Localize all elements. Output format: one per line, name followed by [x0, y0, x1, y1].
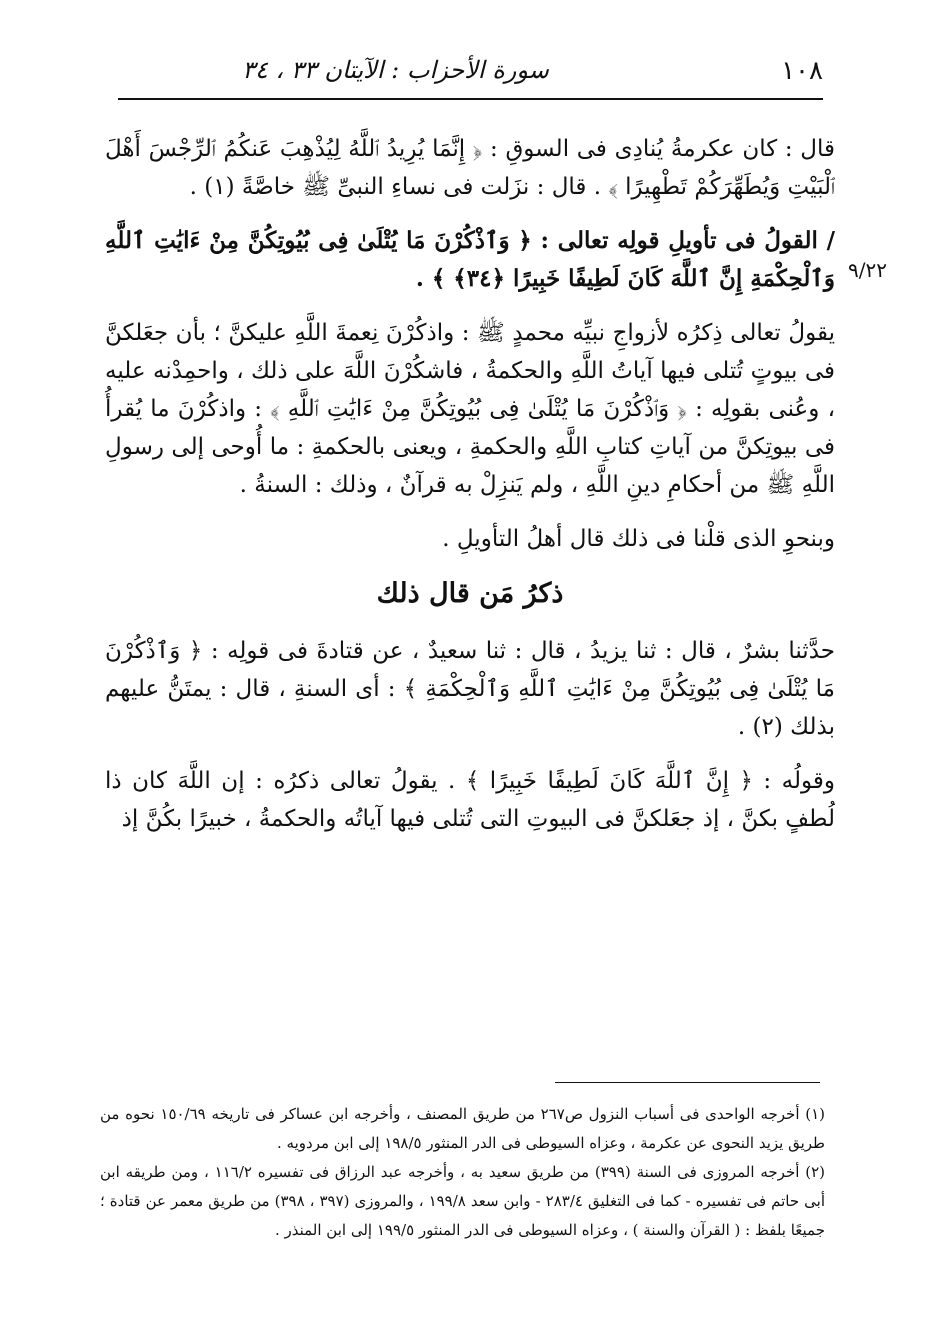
footnote-rule	[555, 1082, 820, 1083]
paragraph: / القولُ فى تأويلِ قولِه تعالى : ﴿ وَٱذْكُرْنَ مَا يُتْلَىٰ فِى بُيُوتِكُنَّ مِنْ ءَايَٰتِ ٱللَّهِ وَٱلْحِكْمَةِ إِنَّ ٱللَّهَ كَانَ لَطِيفًا خَبِيرًا ﴿٣٤﴾ ﴾ .	[105, 227, 835, 292]
footnotes	[100, 1100, 825, 1245]
section-heading: ذكرُ مَن قال ذلك	[376, 578, 564, 609]
page-header	[118, 52, 823, 94]
footnote: (١) أخرجه الواحدى فى أسباب النزول ص٢٦٧ من طريق المصنف ، وأخرجه ابن عساكر فى تاريخه ١٥٠/٦٩ نحوه من طريق يزيد النحوى عن عكرمة ، وعزاه السيوطى فى الدر المنثور ١٩٨/٥ إلى ابن مردويه .	[100, 1105, 825, 1152]
page-number: ١٠٨	[781, 56, 823, 86]
footnote: (٢) أخرجه المروزى فى السنة (٣٩٩) من طريق سعيد به ، وأخرجه عبد الرزاق فى تفسيره ١١٦/٢ ، ومن طريقه ابن أبى حاتم فى تفسيره - كما فى التغليق ٢٨٣/٤ - وابن سعد ١٩٩/٨ ، والمروزى (٣٩٧ ، ٣٩٨) من طريق معمر عن قتادة ؛ جميعًا بلفظ : ( القرآن والسنة ) ، وعزاه السيوطى فى الدر المنثور ١٩٩/٥ إلى ابن المنذر .	[100, 1163, 825, 1239]
paragraph: حدَّثنا بشرٌ ، قال : ثنا يزيدُ ، قال : ثنا سعيدٌ ، عن قتادةَ فى قولِه : ﴿ وَٱذْكُرْنَ مَا يُتْلَىٰ فِى بُيُوتِكُنَّ مِنْ ءَايَٰتِ ٱللَّهِ وَٱلْحِكْمَةِ ﴾ : أى السنةِ ، قال : يمتَنُّ عليهم بذلك (٢) .	[105, 638, 835, 740]
paragraph: وقولُه : ﴿ إِنَّ ٱللَّهَ كَانَ لَطِيفًا خَبِيرًا ﴾ . يقولُ تعالى ذكرُه : إن اللَّهَ كان ذا لُطفٍ بكنَّ ، إذ جعَلكنَّ فى البيوتِ التى تُتلى فيها آياتُه والحكمةُ ، خبيرًا بكُنَّ إذ	[105, 768, 835, 832]
header-rule	[118, 98, 823, 100]
paragraph: وبنحوِ الذى قلْنا فى ذلك قال أهلُ التأويلِ .	[442, 526, 835, 552]
main-text	[105, 130, 835, 854]
paragraph: قال : كان عكرمةُ يُنادِى فى السوقِ : ﴿ إِنَّمَا يُرِيدُ ٱللَّهُ لِيُذْهِبَ عَنكُمُ ٱلرِّجْسَ أَهْلَ ٱلْبَيْتِ وَيُطَهِّرَكُمْ تَطْهِيرًا ﴾ . قال : نزَلت فى نساءِ النبىِّ ﷺ خاصَّةً (١) .	[105, 136, 835, 200]
running-title: سورة الأحزاب : الآيتان ٣٣ ، ٣٤	[242, 56, 549, 84]
margin-reference: ٩/٢٢	[848, 258, 887, 282]
paragraph: يقولُ تعالى ذِكرُه لأزواجِ نبيِّه محمدٍ ﷺ : واذكُرْنَ نِعمةَ اللَّهِ عليكنَّ ؛ بأن جعَلكنَّ فى بيوتٍ تُتلى فيها آياتُ اللَّهِ والحكمةُ ، فاشكُرْنَ اللَّهَ على ذلك ، واحمِدْنه عليه ، وعُنى بقولِه : ﴿ وَٱذْكُرْنَ مَا يُتْلَىٰ فِى بُيُوتِكُنَّ مِنْ ءَايَٰتِ ٱللَّهِ ﴾ : واذكُرْنَ ما يُقرأُ فى بيوتِكنَّ من آياتِ كتابِ اللَّهِ والحكمةِ ، ويعنى بالحكمةِ : ما أُوحى إلى رسولِ اللَّهِ ﷺ من أحكامِ دينِ اللَّهِ ، ولم يَنزِلْ به قرآنٌ ، وذلك : السنةُ .	[105, 320, 835, 498]
